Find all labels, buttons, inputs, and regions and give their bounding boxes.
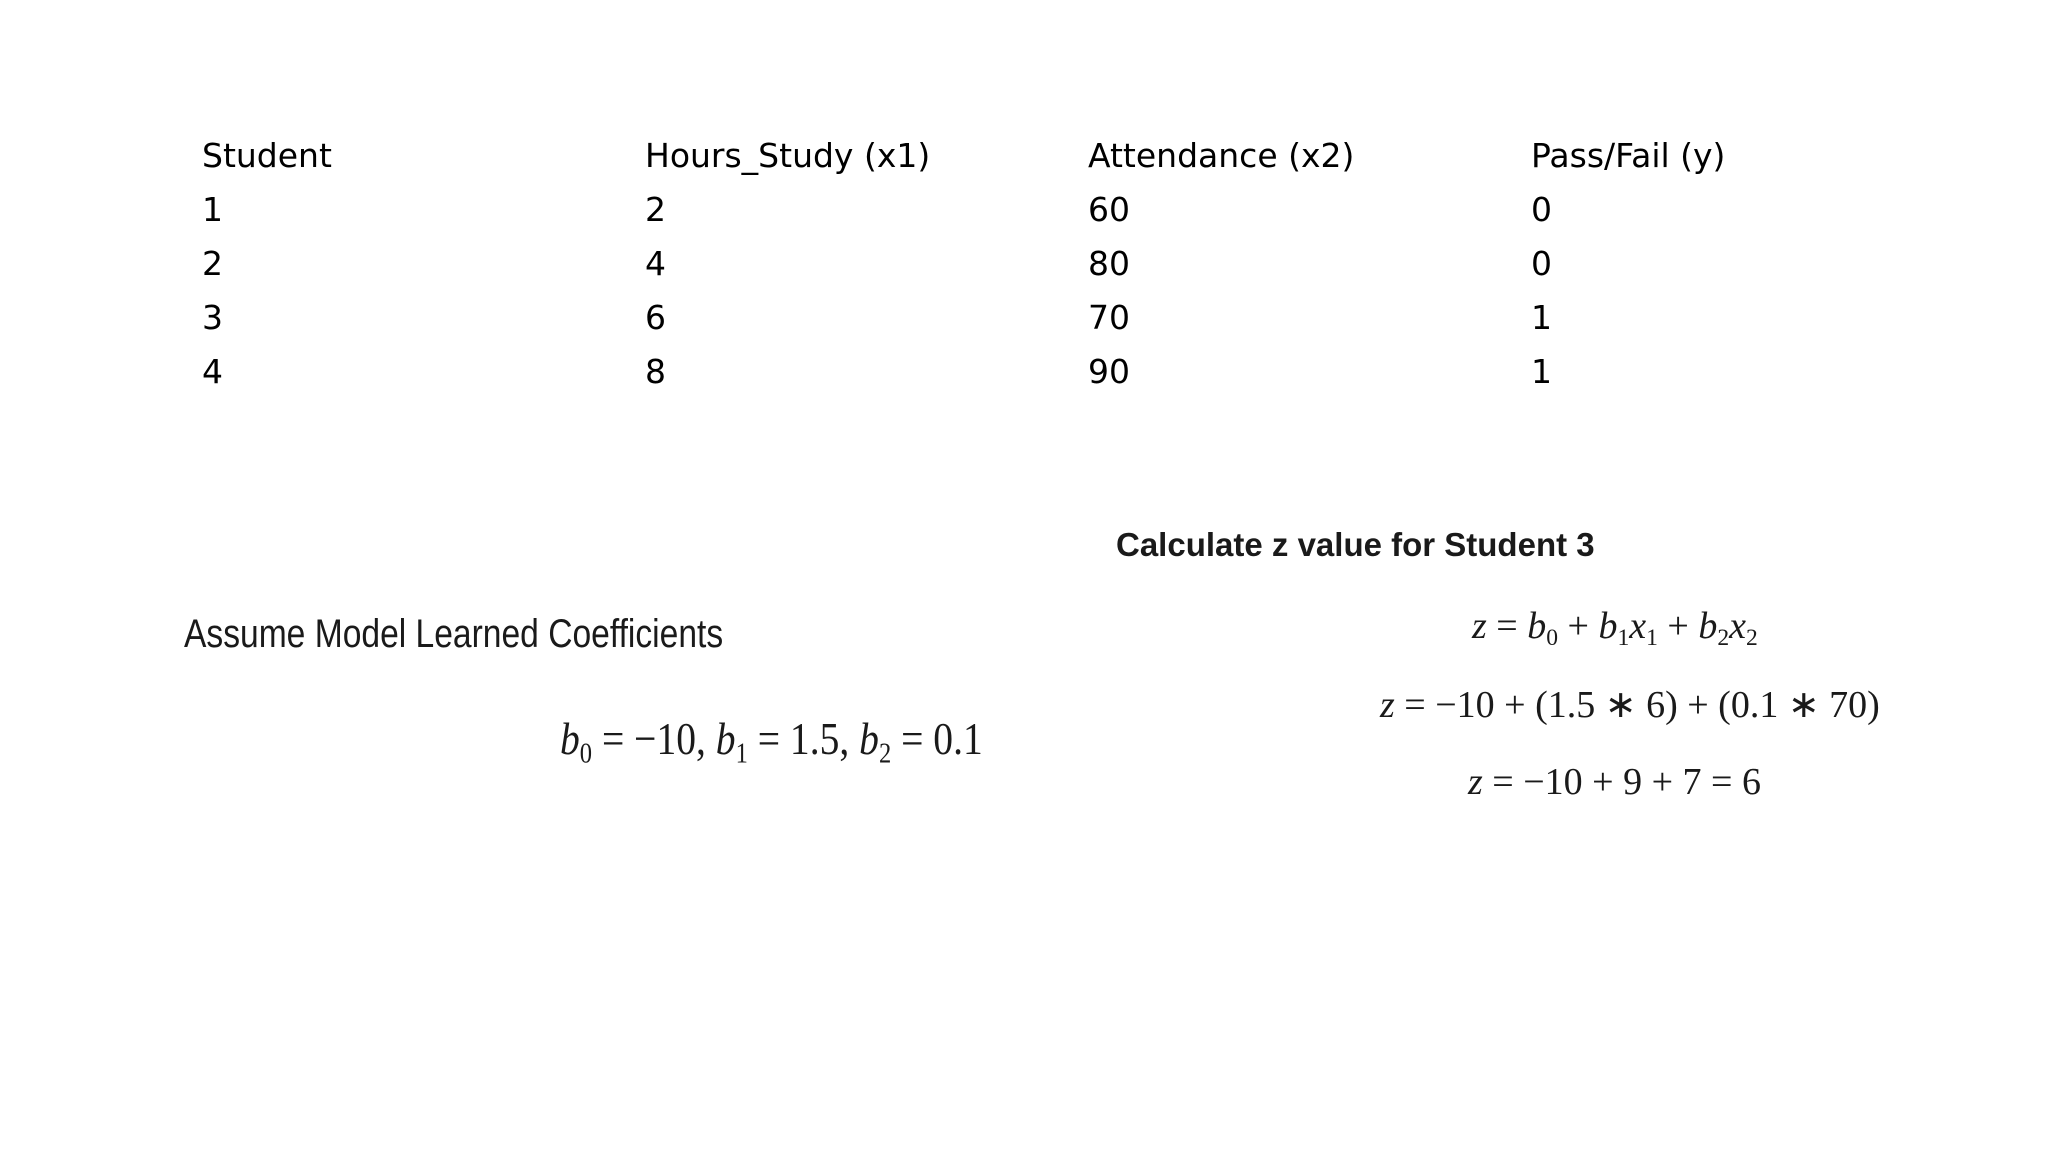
data-table <box>196 128 1968 398</box>
table-cell: 90 <box>1088 351 1130 391</box>
table-cell: 0 <box>1531 189 1552 229</box>
table-cell: 1 <box>1531 351 1552 391</box>
table-row <box>196 290 1968 344</box>
table-cell: 6 <box>645 297 666 337</box>
table-row <box>196 236 1968 290</box>
b1-symbol: $b_1$ <box>715 713 748 770</box>
z-result: z = −10 + 9 + 7 = 6 <box>1468 761 1761 803</box>
table-cell: 3 <box>202 297 223 337</box>
table-cell: 1 <box>202 189 223 229</box>
z-substitution: z = −10 + (1.5 ∗ 6) + (0.1 ∗ 70) <box>1380 684 1880 726</box>
table-cell: 2 <box>202 243 223 283</box>
header-hours-study: Hours_Study (x1) <box>645 135 931 175</box>
table-row <box>196 182 1968 236</box>
b0-value: = −10, <box>601 713 706 764</box>
table-cell: 2 <box>645 189 666 229</box>
table-cell: 0 <box>1531 243 1552 283</box>
calculation-heading: Calculate z value for Student 3 <box>1116 526 1595 563</box>
table-cell: 8 <box>645 351 666 391</box>
header-attendance: Attendance (x2) <box>1088 135 1355 175</box>
z-substitution-rhs: = −10 + (1.5 ∗ 6) + (0.1 ∗ 70) <box>1404 684 1880 726</box>
header-pass-fail: Pass/Fail (y) <box>1531 135 1726 175</box>
coefficients-heading: Assume Model Learned Coefficients <box>184 612 724 656</box>
table-cell: 1 <box>1531 297 1552 337</box>
z-formula: $z = b_0 + b_1x_1 + b_2x_2$ <box>1472 605 1758 652</box>
table-cell: 80 <box>1088 243 1130 283</box>
table-header-row <box>196 128 1968 182</box>
b2-value: = 0.1 <box>901 713 983 764</box>
table-cell: 60 <box>1088 189 1130 229</box>
table-row <box>196 344 1968 398</box>
table-cell: 70 <box>1088 297 1130 337</box>
table-cell: 4 <box>645 243 666 283</box>
b2-symbol: $b_2$ <box>859 713 892 770</box>
header-student: Student <box>202 135 332 175</box>
coefficients-formula <box>560 712 983 771</box>
b1-value: = 1.5, <box>757 713 850 764</box>
z-result-rhs: = −10 + 9 + 7 = 6 <box>1492 761 1761 803</box>
b0-symbol: $b_0$ <box>560 713 593 770</box>
table-cell: 4 <box>202 351 223 391</box>
